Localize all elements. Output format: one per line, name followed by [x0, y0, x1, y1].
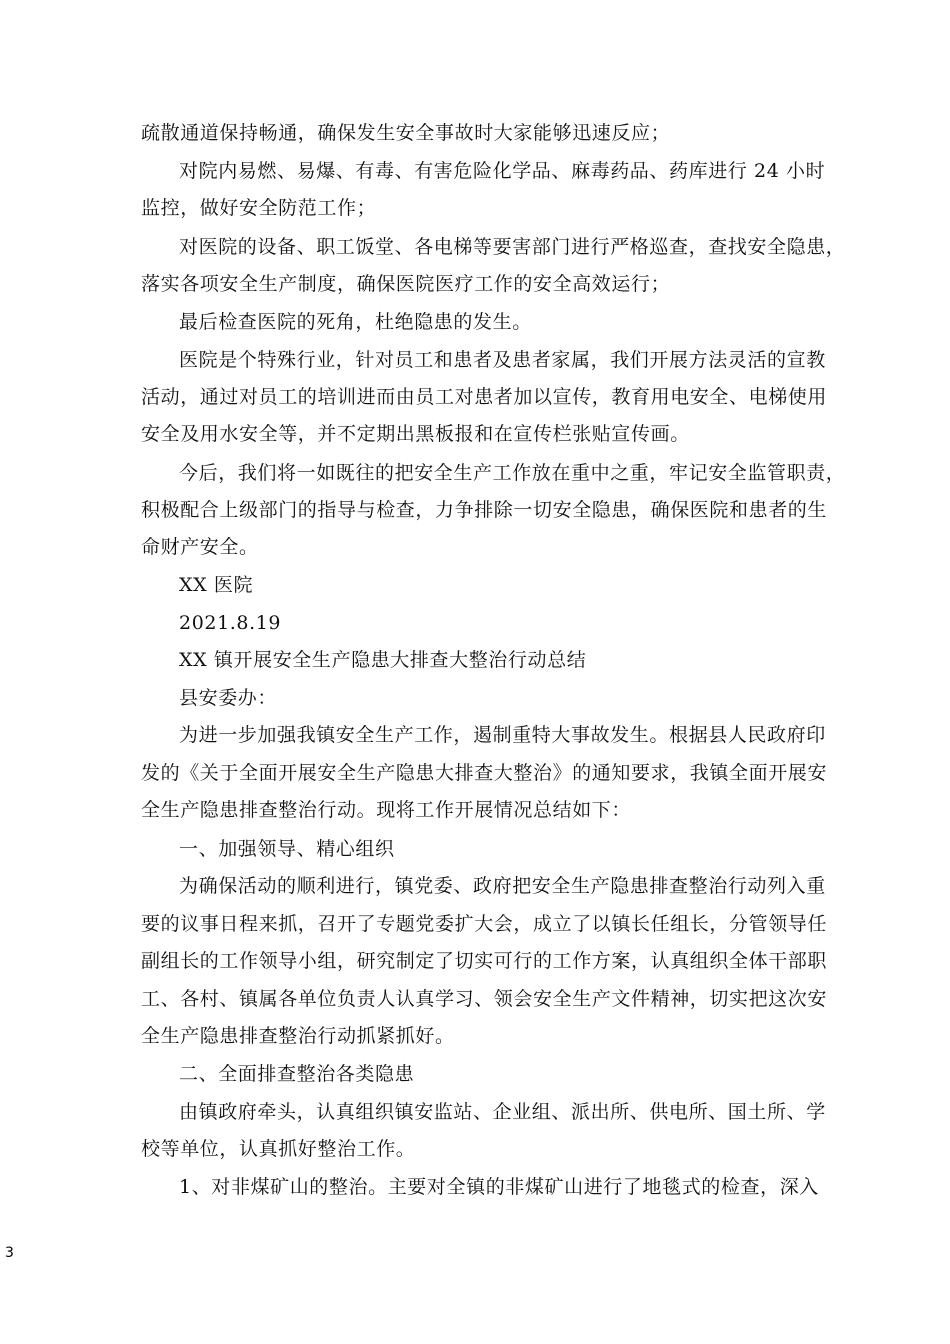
section-heading: 二、全面排查整治各类隐患: [179, 1063, 415, 1085]
text-line: 医院是个特殊行业，针对员工和患者及患者家属，我们开展方法灵活的宣教: [179, 349, 826, 371]
text-line: 今后，我们将一如既往的把安全生产工作放在重中之重，牢记安全监管职责，: [179, 462, 846, 484]
text-line: 全生产隐患排查整治行动。现将工作开展情况总结如下：: [141, 799, 632, 821]
text-line: 安全及用水安全等，并不定期出黑板报和在宣传栏张贴宣传画。: [141, 423, 690, 445]
text-line: 发的《关于全面开展安全生产隐患大排查大整治》的通知要求，我镇全面开展安: [141, 762, 828, 784]
text-line: 由镇政府牵头，认真组织镇安监站、企业组、派出所、供电所、国土所、学: [179, 1101, 826, 1123]
text-line: 为确保活动的顺利进行，镇党委、政府把安全生产隐患排查整治行动列入重: [179, 875, 826, 897]
text-line: 命财产安全。: [141, 536, 259, 558]
text-line: 1、对非煤矿山的整治。主要对全镇的非煤矿山进行了地毯式的检查，深入: [179, 1176, 819, 1198]
text-line: 要的议事日程来抓，召开了专题党委扩大会，成立了以镇长任组长，分管领导任: [141, 913, 828, 935]
signature-organization: XX 医院: [179, 574, 254, 596]
text-line: 监控，做好安全防范工作；: [141, 197, 377, 219]
text-line: 对医院的设备、职工饭堂、各电梯等要害部门进行严格巡查，查找安全隐患，: [179, 236, 846, 258]
text-line: 积极配合上级部门的指导与检查，力争排除一切安全隐患，确保医院和患者的生: [141, 499, 828, 521]
text-line: 活动，通过对员工的培训进而由员工对患者加以宣传，教育用电安全、电梯使用: [141, 386, 828, 408]
text-line: 工、各村、镇属各单位负责人认真学习、领会安全生产文件精神，切实把这次安: [141, 988, 828, 1010]
text-line: 校等单位，认真抓好整治工作。: [141, 1138, 416, 1160]
text-line: 疏散通道保持畅通，确保发生安全事故时大家能够迅速反应；: [141, 122, 671, 144]
text-line: 落实各项安全生产制度，确保医院医疗工作的安全高效运行；: [141, 273, 671, 295]
text-line: 全生产隐患排查整治行动抓紧抓好。: [141, 1025, 455, 1047]
text-line: 对院内易燃、易爆、有毒、有害危险化学品、麻毒药品、药库进行 24 小时: [179, 160, 826, 182]
section-heading: 一、加强领导、精心组织: [179, 838, 395, 860]
text-line: 副组长的工作领导小组，研究制定了切实可行的工作方案，认真组织全体干部职: [141, 950, 828, 972]
section-title: XX 镇开展安全生产隐患大排查大整治行动总结: [179, 649, 587, 671]
page-number: 3: [5, 1245, 14, 1261]
addressee: 县安委办：: [179, 687, 278, 709]
text-line: 为进一步加强我镇安全生产工作，遏制重特大事故发生。根据县人民政府印: [179, 724, 826, 746]
signature-date: 2021.8.19: [179, 612, 282, 634]
text-line: 最后检查医院的死角，杜绝隐患的发生。: [179, 311, 532, 333]
